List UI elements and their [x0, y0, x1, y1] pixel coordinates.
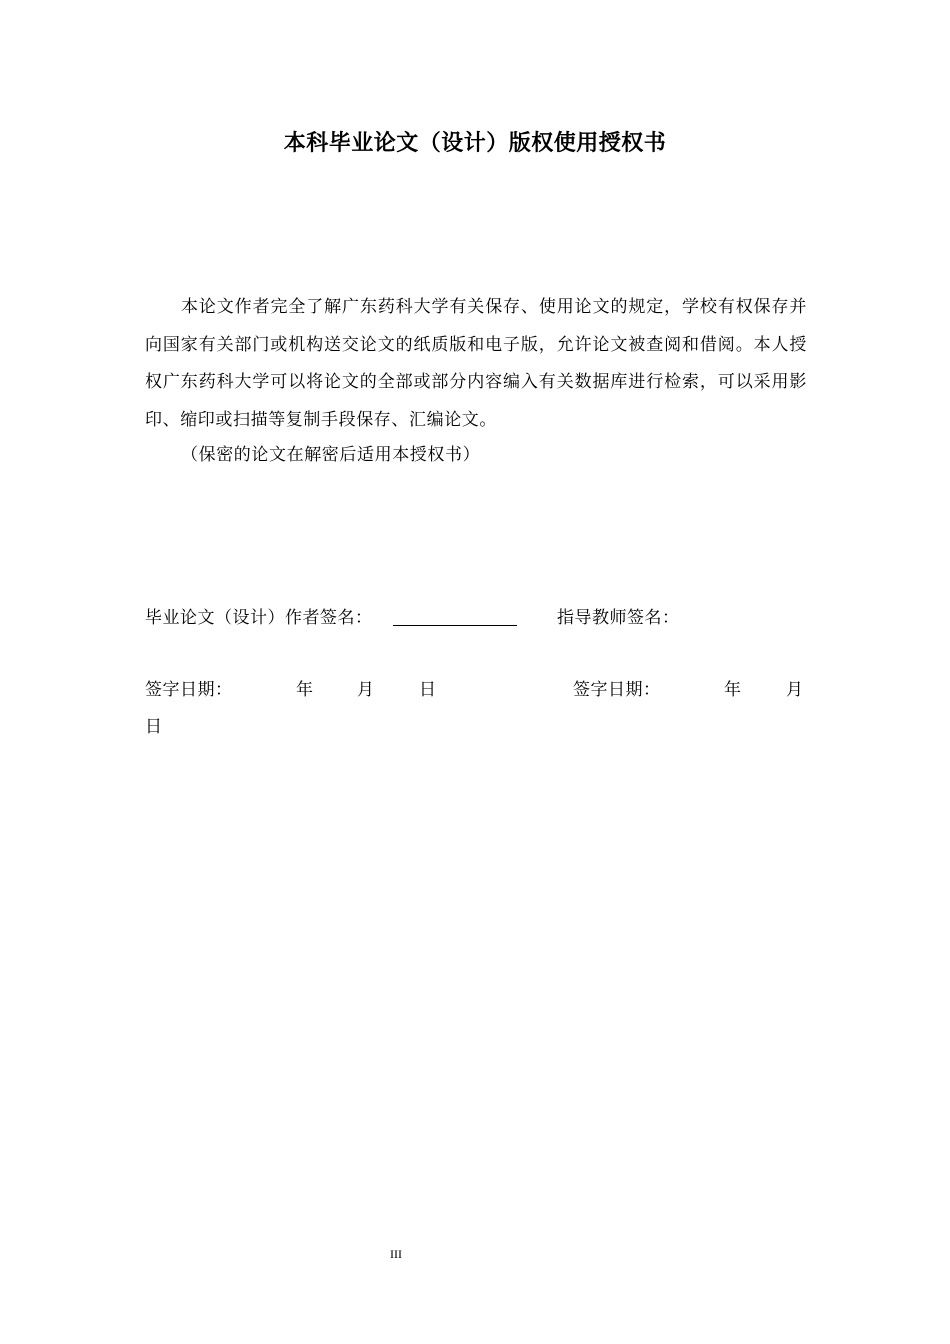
author-date-month: 月 — [357, 680, 375, 700]
body-paragraph: 本论文作者完全了解广东药科大学有关保存、使用论文的规定，学校有权保存并向国家有关部门或机构送交论文的纸质版和电子版，允许论文被查阅和借阅。本人授权广东药科大学可以将论文的全部或部分内容编入有关数据库进行检索，可以采用影印、缩印或扫描等复制手段保存、汇编论文。 — [145, 297, 807, 430]
page-number: III — [390, 1247, 402, 1261]
advisor-signature-label: 指导教师签名： — [557, 608, 680, 628]
confidential-note: （保密的论文在解密后适用本授权书） — [181, 445, 481, 465]
author-date-label: 签字日期： — [145, 680, 233, 700]
advisor-date-month: 月 — [786, 680, 804, 700]
author-signature-label: 毕业论文（设计）作者签名： — [145, 608, 373, 628]
advisor-date-label: 签字日期： — [573, 680, 661, 700]
advisor-date-day: 日 — [145, 717, 162, 737]
advisor-date-year: 年 — [724, 680, 742, 700]
author-date-day: 日 — [419, 680, 437, 700]
author-signature-line — [393, 625, 517, 626]
document-title: 本科毕业论文（设计）版权使用授权书 — [283, 131, 667, 156]
author-date-year: 年 — [296, 680, 314, 700]
